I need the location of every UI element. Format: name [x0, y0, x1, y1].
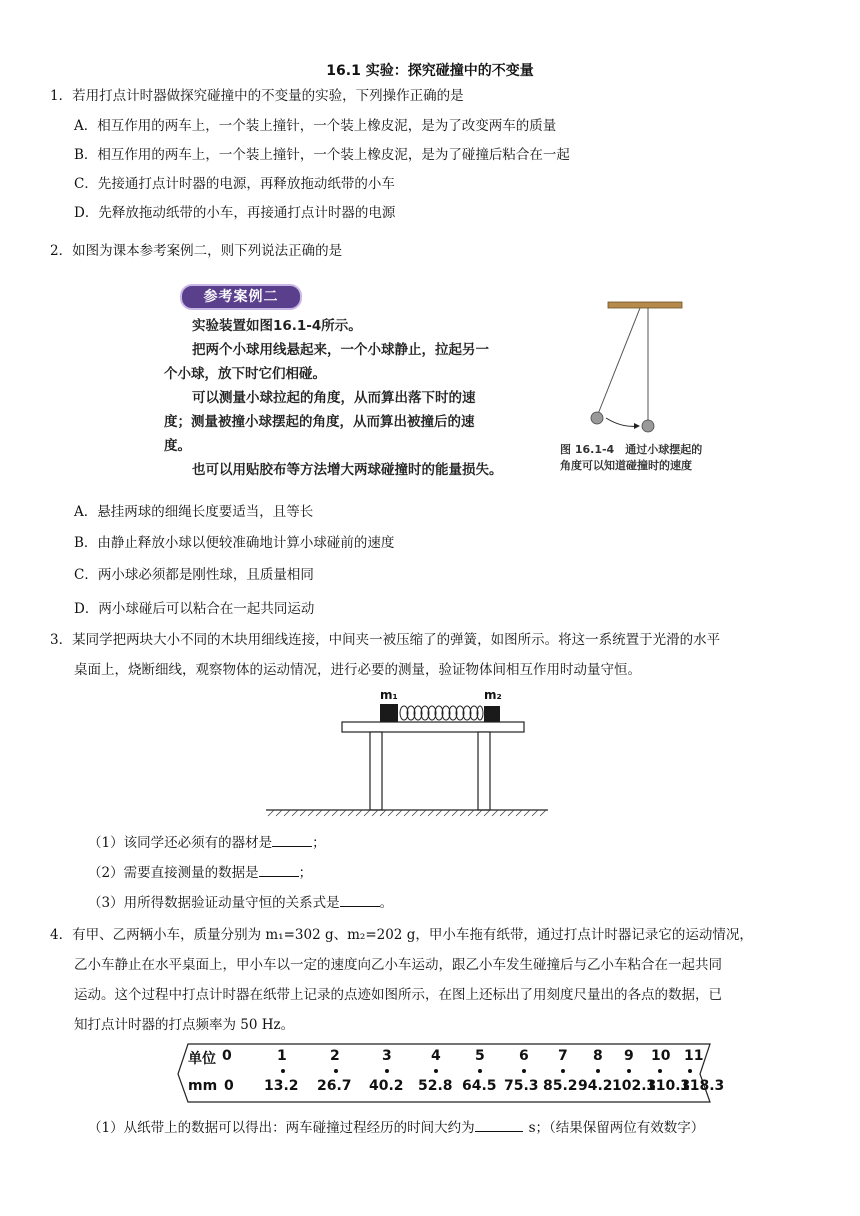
q2-option-b: B．由静止释放小球以便较准确地计算小球碰前的速度 [74, 535, 395, 551]
tape-dot [385, 1069, 389, 1073]
tape-reading: 52.8 [418, 1078, 453, 1094]
tape-reading: 118.3 [680, 1078, 725, 1094]
q3-stem-line-1: 3．某同学把两块大小不同的木块用细线连接，中间夹一被压缩了的弹簧，如图所示。将这一系统置于光滑的水平 [50, 632, 721, 648]
tape-reading: 110.3 [646, 1078, 691, 1094]
label-m1: m₁ [380, 688, 398, 702]
tape-dot [478, 1069, 482, 1073]
tape-reading: 13.2 [264, 1078, 299, 1094]
pendulum-figure [570, 296, 700, 446]
q2-stem: 2．如图为课本参考案例二，则下列说法正确的是 [50, 243, 343, 259]
tape-index: 0 [222, 1048, 232, 1064]
tape-dot [334, 1069, 338, 1073]
q4-sub1: （1）从纸带上的数据可以得出：两车碰撞过程经历的时间大约为 s；（结果保留两位有效数字） [88, 1117, 704, 1138]
tape-dot [596, 1069, 600, 1073]
case-line: 也可以用贴胶布等方法增大两球碰撞时的能量损失。 [192, 462, 503, 478]
q2-option-d: D．两小球碰后可以粘合在一起共同运动 [74, 601, 315, 617]
q3-sub1: （1）该同学还必须有的器材是 ； [88, 832, 326, 853]
q1-option-a: A．相互作用的两车上，一个装上撞针，一个装上橡皮泥，是为了改变两车的质量 [74, 118, 557, 134]
answer-blank[interactable] [259, 862, 299, 877]
tape-reading: 0 [224, 1078, 234, 1094]
answer-blank[interactable] [340, 892, 380, 907]
tape-unit-label: 单位 [188, 1051, 216, 1067]
answer-blank[interactable] [475, 1117, 523, 1132]
tape-reading: 85.2 [543, 1078, 578, 1094]
tape-reading: 64.5 [462, 1078, 497, 1094]
q4-stem-line-2: 乙小车静止在水平桌面上，甲小车以一定的速度向乙小车运动，跟乙小车发生碰撞后与乙小车粘合在一起共同 [74, 957, 722, 973]
tape-dot [281, 1069, 285, 1073]
tape-index: 1 [277, 1048, 287, 1064]
q4-stem-line-1: 4．有甲、乙两辆小车，质量分别为 m₁=302 g、m₂=202 g，甲小车拖有纸带，通过打点计时器记录它的运动情况， [50, 927, 753, 943]
tape-index: 9 [624, 1048, 634, 1064]
tape-dot [688, 1069, 692, 1073]
tape-dot [658, 1069, 662, 1073]
case-line: 实验装置如图16.1-4所示。 [192, 318, 362, 334]
figure-caption [560, 442, 702, 474]
tape-unit-mm: mm [188, 1078, 218, 1094]
tape-reading: 75.3 [504, 1078, 539, 1094]
tape-dot [561, 1069, 565, 1073]
q4-stem-line-3: 运动。这个过程中打点计时器在纸带上记录的点迹如图所示，在图上还标出了用刻度尺量出的各点的数据，已 [74, 987, 722, 1003]
figure-caption-line-2: 角度可以知道碰撞时的速度 [560, 459, 692, 472]
label-m2: m₂ [484, 688, 502, 702]
q3-stem-line-2: 桌面上，烧断细线，观察物体的运动情况，进行必要的测量，验证物体间相互作用时动量守恒。 [74, 662, 641, 678]
tape-index: 4 [431, 1048, 441, 1064]
reference-case-badge: 参考案例二 [180, 284, 302, 310]
tape-reading: 102.3 [612, 1078, 657, 1094]
tape-index: 10 [651, 1048, 671, 1064]
tape-reading: 40.2 [369, 1078, 404, 1094]
case-line: 可以测量小球拉起的角度，从而算出落下时的速 [192, 390, 476, 406]
case-line: 度；测量被撞小球摆起的角度，从而算出被撞后的速 [164, 414, 475, 430]
tape-index: 5 [475, 1048, 485, 1064]
q1-option-c: C．先接通打点计时器的电源，再释放拖动纸带的小车 [74, 176, 395, 192]
figure-caption-line-1: 图 16.1-4 通过小球摆起的 [560, 443, 703, 456]
q1-option-b: B．相互作用的两车上，一个装上撞针，一个装上橡皮泥，是为了碰撞后粘合在一起 [74, 147, 570, 163]
q2-option-c: C．两小球必须都是刚性球，且质量相同 [74, 567, 314, 583]
page-title: 16.1 实验：探究碰撞中的不变量 [326, 63, 534, 79]
tape-index: 3 [382, 1048, 392, 1064]
tape-index: 11 [684, 1048, 704, 1064]
case-line: 个小球，放下时它们相碰。 [164, 366, 326, 382]
q2-option-a: A．悬挂两球的细绳长度要适当，且等长 [74, 504, 314, 520]
q1-option-d: D．先释放拖动纸带的小车，再接通打点计时器的电源 [74, 205, 396, 221]
paper-tape [170, 1040, 720, 1104]
answer-blank[interactable] [272, 832, 312, 847]
tape-reading: 26.7 [317, 1078, 352, 1094]
tape-index: 7 [558, 1048, 568, 1064]
reference-case-box [160, 282, 530, 482]
q4-stem-line-4: 知打点计时器的打点频率为 50 Hz。 [74, 1017, 295, 1033]
tape-index: 2 [330, 1048, 340, 1064]
case-line: 度。 [164, 438, 191, 454]
spring-table-figure [262, 686, 552, 818]
tape-reading: 94.2 [578, 1078, 613, 1094]
tape-dot [627, 1069, 631, 1073]
q1-stem: 1．若用打点计时器做探究碰撞中的不变量的实验，下列操作正确的是 [50, 88, 464, 104]
q3-sub2: （2）需要直接测量的数据是 ； [88, 862, 312, 883]
tape-dot [434, 1069, 438, 1073]
tape-index: 6 [519, 1048, 529, 1064]
case-line: 把两个小球用线悬起来，一个小球静止，拉起另一 [192, 342, 489, 358]
tape-index: 8 [593, 1048, 603, 1064]
q3-sub3: （3）用所得数据验证动量守恒的关系式是 。 [88, 892, 393, 913]
tape-dot [522, 1069, 526, 1073]
